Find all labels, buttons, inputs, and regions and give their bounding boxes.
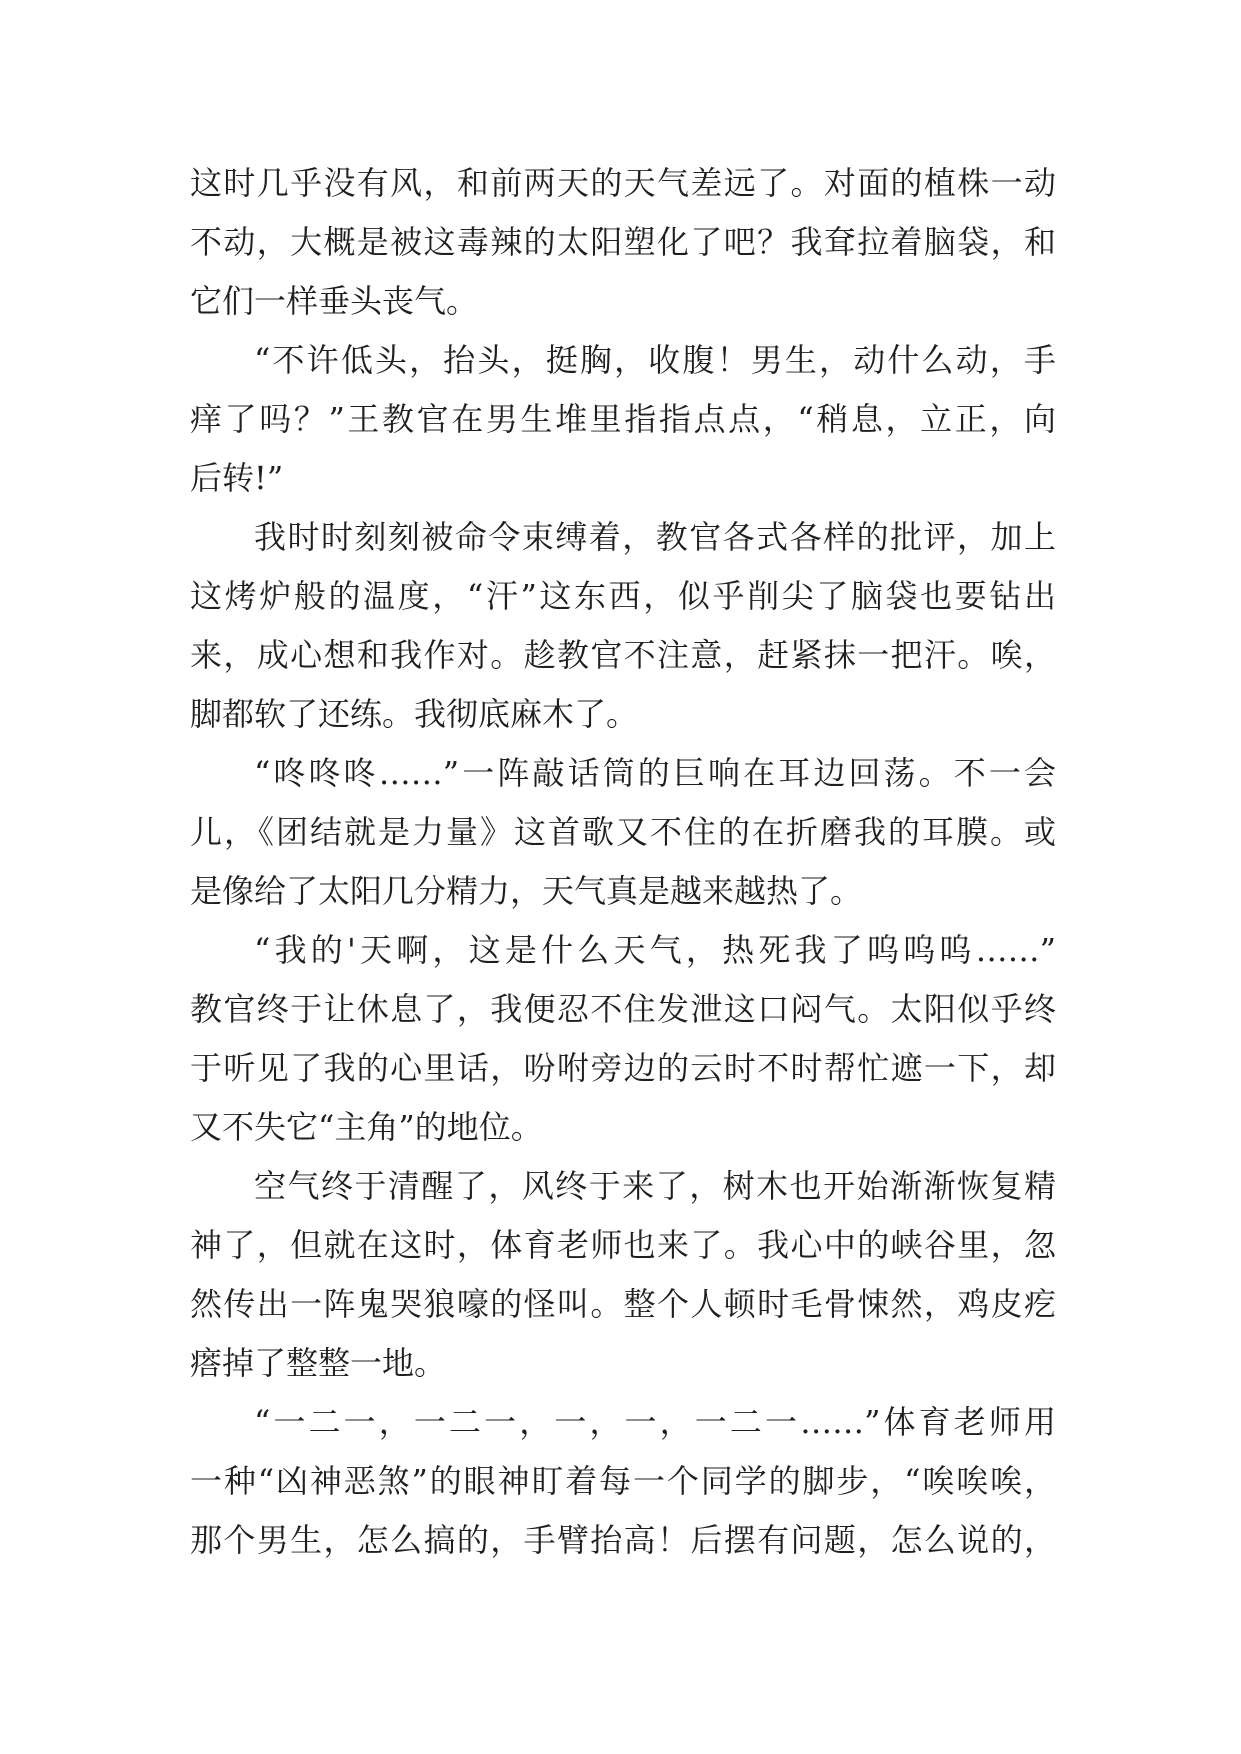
text-line: 是像给了太阳几分精力，天气真是越来越热了。 xyxy=(190,872,863,910)
text-line: “咚咚咚……”一阵敲话筒的巨响在耳边回荡。不一会 xyxy=(254,754,1056,792)
text-line: 这时几乎没有风，和前两天的天气差远了。对面的植株一动 xyxy=(190,164,1056,202)
text-line: 教官终于让休息了，我便忍不住发泄这口闷气。太阳似乎终 xyxy=(190,990,1056,1028)
text-line: 痒了吗？”王教官在男生堆里指指点点，“稍息，立正，向 xyxy=(190,400,1056,438)
text-line: 空气终于清醒了，风终于来了，树木也开始渐渐恢复精 xyxy=(254,1167,1056,1205)
text-line: 后转!” xyxy=(190,459,284,497)
text-line: 又不失它“主角”的地位。 xyxy=(190,1108,543,1146)
text-line: 神了，但就在这时，体育老师也来了。我心中的峡谷里，忽 xyxy=(190,1226,1056,1264)
text-line: 这烤炉般的温度，“汗”这东西，似乎削尖了脑袋也要钻出 xyxy=(190,577,1056,615)
text-line: 然传出一阵鬼哭狼嚎的怪叫。整个人顿时毛骨悚然，鸡皮疙 xyxy=(190,1285,1056,1323)
text-line: 不动，大概是被这毒辣的太阳塑化了吧？我耷拉着脑袋，和 xyxy=(190,223,1056,261)
text-line: “我的'天啊，这是什么天气，热死我了呜呜呜……” xyxy=(254,931,1056,969)
text-line: “不许低头，抬头，挺胸，收腹！男生，动什么动，手 xyxy=(254,341,1056,379)
text-line: 那个男生，怎么搞的，手臂抬高！后摆有问题，怎么说的， xyxy=(190,1521,1056,1559)
text-line: 儿，《团结就是力量》这首歌又不住的在折磨我的耳膜。或 xyxy=(190,813,1056,851)
text-line: 它们一样垂头丧气。 xyxy=(190,282,479,320)
text-line: 来，成心想和我作对。趁教官不注意，赶紧抹一把汗。唉， xyxy=(190,636,1056,674)
document-body xyxy=(190,154,1056,1570)
text-line: 一种“凶神恶煞”的眼神盯着每一个同学的脚步，“唉唉唉， xyxy=(190,1462,1056,1500)
text-line: “一二一，一二一，一，一，一二一……”体育老师用 xyxy=(254,1403,1056,1441)
text-line: 瘩掉了整整一地。 xyxy=(190,1344,447,1382)
text-line: 于听见了我的心里话，吩咐旁边的云时不时帮忙遮一下，却 xyxy=(190,1049,1056,1087)
text-line: 我时时刻刻被命令束缚着，教官各式各样的批评，加上 xyxy=(254,518,1056,556)
text-line: 脚都软了还练。我彻底麻木了。 xyxy=(190,695,639,733)
